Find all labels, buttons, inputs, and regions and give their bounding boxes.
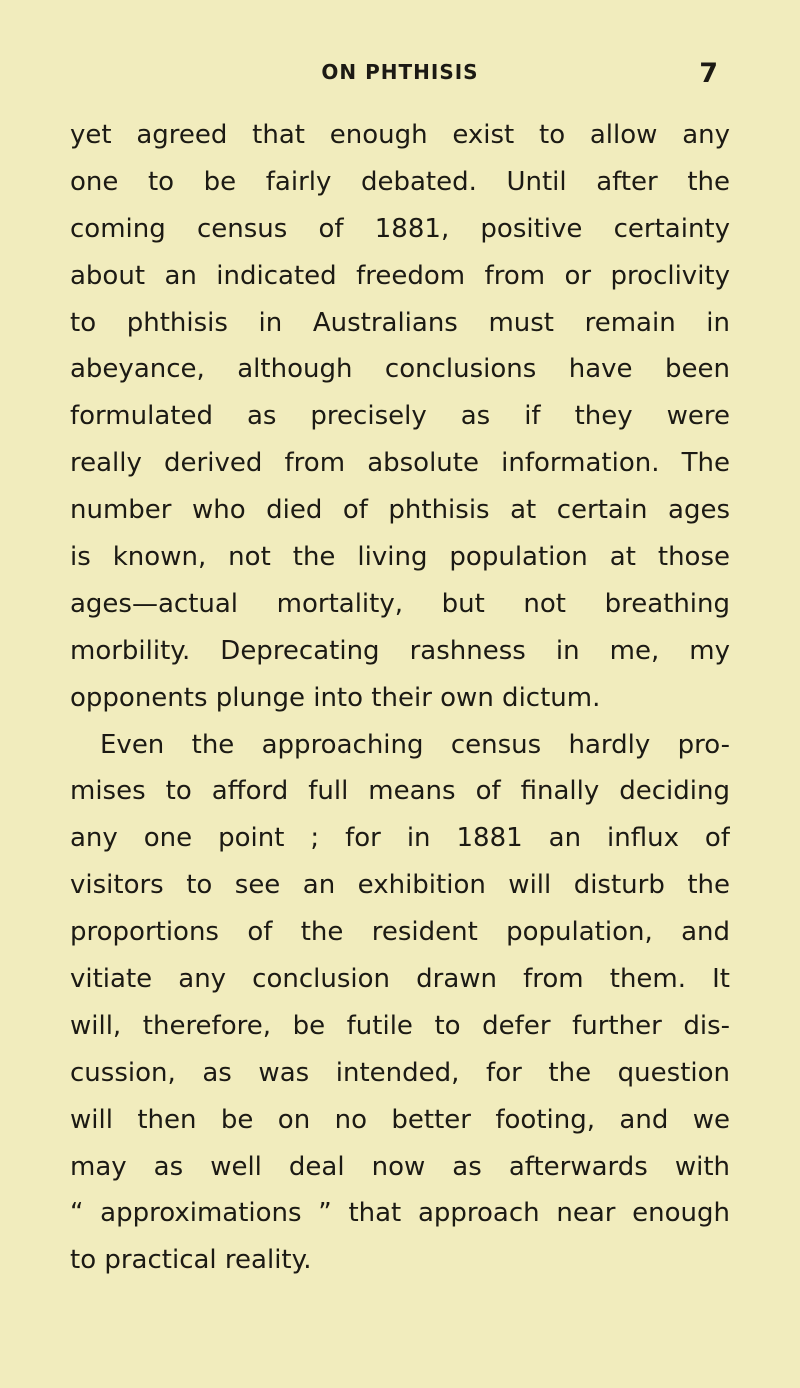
text-line: to phthisis in Australians must remain in	[70, 307, 730, 338]
body-text	[70, 112, 730, 1284]
text-line: will, therefore, be futile to defer further dis-	[70, 1010, 730, 1041]
text-line: cussion, as was intended, for the question	[70, 1057, 730, 1088]
text-line: coming census of 1881, positive certainty	[70, 213, 730, 244]
text-line: will then be on no better footing, and we	[70, 1104, 730, 1135]
text-line: ages—actual mortality, but not breathing	[70, 588, 730, 619]
page-number: 7	[699, 58, 718, 89]
text-line: formulated as precisely as if they were	[70, 401, 730, 432]
text-line: yet agreed that enough exist to allow any	[70, 120, 730, 150]
text-line: one to be fairly debated. Until after the	[70, 166, 730, 197]
text-line: is known, not the living population at those	[70, 542, 730, 573]
text-line: about an indicated freedom from or proclivity	[70, 260, 730, 291]
running-title: ON PHTHISIS	[321, 60, 479, 84]
text-line: Even the approaching census hardly pro-	[100, 729, 730, 760]
text-line: proportions of the resident population, and	[70, 917, 730, 948]
text-line: visitors to see an exhibition will disturb the	[70, 870, 730, 901]
text-line: to practical reality.	[70, 1245, 312, 1276]
text-line: number who died of phthisis at certain ages	[70, 495, 730, 526]
text-line: mises to afford full means of finally deciding	[70, 776, 730, 807]
text-line: any one point ; for in 1881 an influx of	[70, 823, 730, 854]
text-line: opponents plunge into their own dictum.	[70, 682, 601, 713]
text-line: vitiate any conclusion drawn from them. It	[70, 964, 730, 995]
text-line: abeyance, although conclusions have been	[70, 354, 730, 385]
running-head	[0, 57, 800, 87]
text-line: really derived from absolute information. The	[70, 448, 730, 479]
text-line: morbility. Deprecating rashness in me, my	[70, 635, 730, 666]
text-line: may as well deal now as afterwards with	[70, 1151, 730, 1182]
text-line: “ approximations ” that approach near enough	[70, 1198, 730, 1229]
